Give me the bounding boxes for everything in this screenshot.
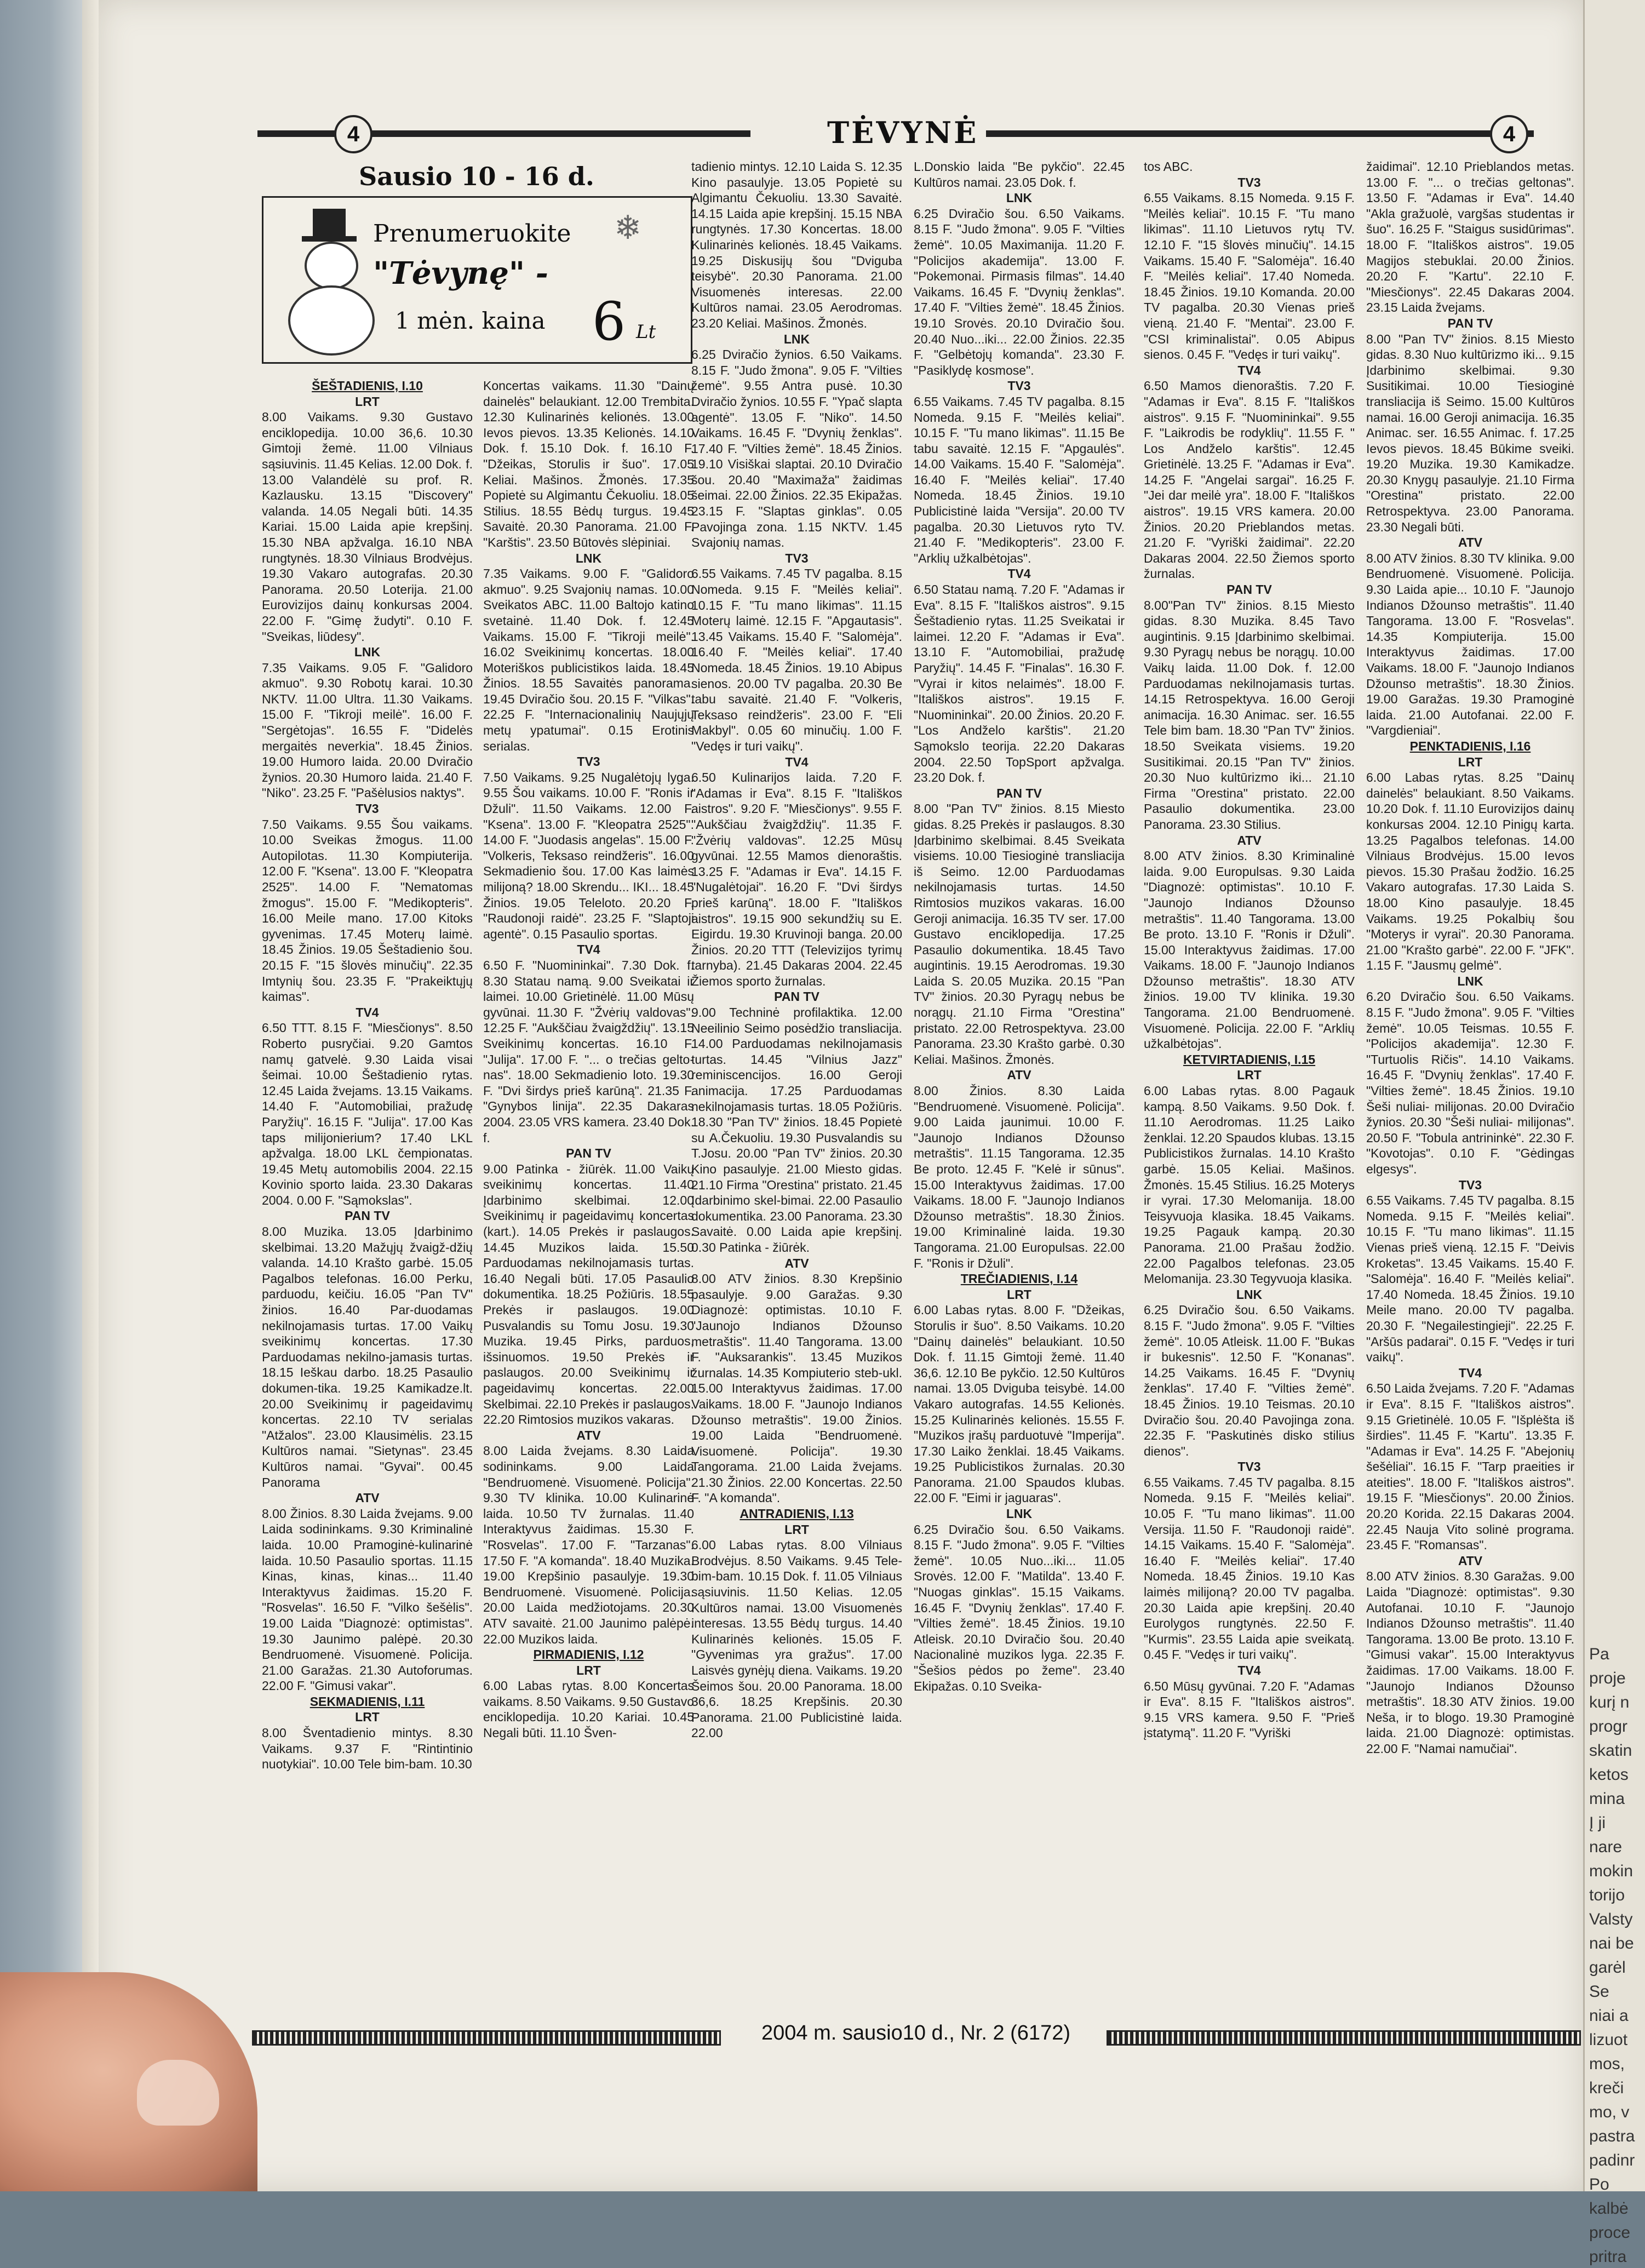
adjacent-page-text: Į ji <box>1589 1814 1606 1832</box>
program-listing: 6.00 Labas rytas. 8.00 F. "Džeikas, Storulis ir šuo". 8.50 Vaikams. 10.20 "Dainų dainelės" belaukiant. 10.50 Dok. f. 11.15 Gimtoji žemė. 11.40 36,6. 12.10 Be pykčio. 12.50 Kultūros namai. 13.05 Dviguba teisybė. 14.00 Vakaro autografas. 14.55 Kelionės. 15.25 Kulinarinės kelionės. 15.55 F. "Muzikos įrašų parduotuvė "Imperija". 17.30 Laiko ženklai. 18.45 Vaikams. 19.25 Publicistikos žurnalas. 20.30 Panorama. 21.00 Spaudos klubas. 22.00 F. "Eimi ir jaguaras". <box>914 1303 1125 1505</box>
day-heading: PENKTADIENIS, I.16 <box>1409 738 1531 753</box>
program-listing: 7.50 Vaikams. 9.55 Šou vaikams. 10.00 Sveikas žmogus. 11.00 Autopilotas. 11.30 Kompiuterija. 12.00 F. "Ksena". 13.00 F. "Kleopatra 2525". 14.00 F. "Nematomas žmogus". 15.00 F. "Medikopteris". 16.00 Meile mano. 17.00 Kitoks gyvenimas. 17.45 Moterų laimė. 18.45 Žinios. 19.05 Šeštadienio šou. 20.15 F. "15 šlovės minučių". 22.35 Imtynių šou. 23.35 F. "Prakeiktųjų kaimas". <box>262 817 473 1004</box>
channel-heading: LNK <box>1006 1507 1033 1521</box>
adjacent-page-text: pastra <box>1589 2127 1635 2145</box>
program-listing: 6.55 Vaikams. 8.15 Nomeda. 9.15 F. "Meilės keliai". 10.15 F. "Tu mano likimas". 11.10 Lietuvos rytų TV. 12.10 F. "15 šlovės minučių". 14.15 Vaikams. 15.40 F. "Salomėja". 16.40 F. "Meilės keliai". 17.40 Nomeda. 18.45 Žinios. 19.10 Komanda. 20.00 TV pagalba. 20.30 Vienas prieš vieną. 21.40 F. "Mentai". 23.00 F. "CSI kriminalistai". 0.05 Abipus sienos. 0.45 F. "Vedęs ir turi vaikų". <box>1144 191 1355 362</box>
program-listing: 6.50 Kulinarijos laida. 7.20 F. "Adamas ir Eva". 8.15 F. "Itališkos aistros". 9.20 F. "Miesčionys". 9.55 F. "Aukščiau žvaigždžių". 11.35 F. "Žvėrių valdovas". 12.25 Mūsų gyvūnai. 12.55 Mamos dienoraštis. 13.25 F. "Adamas ir Eva". 14.15 F. "Nugalėtojai". 16.20 F. "Dvi širdys prieš karūną". 18.00 F. "Itališkos aistros". 19.15 900 sekundžių su E. Eigirdu. 19.30 Kruvinoji banga. 20.00 Žinios. 20.20 TTT (Televizijos tyrimų tarnyba). 21.45 Dakaras 2004. 22.45 Žiemos sporto žurnalas. <box>691 770 902 988</box>
channel-heading: TV4 <box>1237 1663 1261 1677</box>
channel-heading: PAN TV <box>1226 582 1272 597</box>
adjacent-page-text: ketos <box>1589 1766 1629 1784</box>
channel-heading: TV3 <box>1237 175 1261 190</box>
day-heading: TREČIADIENIS, I.14 <box>960 1272 1078 1286</box>
page-spine <box>82 0 99 2191</box>
channel-heading: LRT <box>1458 754 1483 769</box>
promo-line-2: "Tėvynę" - <box>373 255 548 291</box>
program-listing: 9.00 Patinka - žiūrėk. 11.00 Vaikų sveikinimų koncertas. 11.40 Įdarbinimo skelbimai. 12.00 Sveikinimų ir pageidavimų koncertas (kart.). 14.05 Prekės ir paslaugos. 14.45 Muzikos laida. 15.50 Parduodamas nekilnojamasis turtas. 16.40 Negali būti. 17.05 Pasaulio dokumentika. 18.25 Požiūris. 18.55 Prekės ir paslaugos. 19.00 Pusvalandis su Tomu Josu. 19.30 Muzika. 19.45 Pirks, parduos, išsinuomos. 19.50 Prekės ir paslaugos. 20.00 Sveikinimų ir pageidavimų koncertas. 22.00 Skelbimai. 22.10 Prekės ir paslaugos. 22.20 Rimtosios muzikos vakaras. <box>483 1161 694 1427</box>
adjacent-page-text: garėl <box>1589 1958 1626 1977</box>
program-listing: 6.50 Statau namą. 7.20 F. "Adamas ir Eva". 8.15 F. "Itališkos aistros". 9.15 Šeštadienio rytas. 11.25 Sveikatai ir laimei. 12.20 F. "Adamas ir Eva". 13.10 F. "Automobiliai, pražudę Paryžių". 14.45 F. "Finalas". 16.30 F. "Vyrai ir kitos nelaimės". 18.00 F. "Itališkos aistros". 19.15 F. "Nuomininkai". 20.00 Žinios. 20.20 F. "Los Andželo karštis". 21.20 Sąmokslo teorija. 22.20 Dakaras 2004. 22.50 TopSport apžvalga. 23.20 Dok. f. <box>914 582 1125 785</box>
adjacent-page-text: Po <box>1589 2175 1609 2193</box>
promo-price: 6 <box>592 291 626 352</box>
channel-heading: LRT <box>576 1663 601 1677</box>
day-heading: ŠEŠTADIENIS, I.10 <box>312 379 423 393</box>
program-listing: 8.00 Vaikams. 9.30 Gustavo enciklopedija. 10.00 36,6. 10.30 Gimtoji žemė. 11.00 Vilniaus sąsiuvinis. 11.45 Kelias. 12.00 Dok. f. 13.00 Valandėlė su prof. R. Kazlausku. 13.15 "Discovery" valanda. 14.05 Negali būti. 14.35 Kariai. 15.00 Laida apie krepšinį. 15.30 NBA apžvalga. 16.10 NBA rungtynės. 18.30 Vilniaus Brodvėjus. 19.30 Vakaro autografas. 20.30 Panorama. 20.50 Loterija. 21.00 Eurovizijos dainų konkursas 2004. 22.00 F. "Gimę žudyti". 0.10 F. "Sveikas, liūdesy". <box>262 410 473 644</box>
schedule-column-1 <box>262 378 473 2000</box>
program-listing: 7.50 Vaikams. 9.25 Nugalėtojų lyga. 9.55 Šou vaikams. 10.00 F. "Ronis ir Džuli". 11.50 Vaikams. 12.00 F. "Ksena". 13.00 F. "Kleopatra 2525". 14.00 F. "Juodasis angelas". 15.00 F. "Volkeris, Teksaso reindžeris". 16.00 Sekmadienio šou. 17.00 Kas laimės milijoną? 18.00 Skrendu... IKI... 18.45 Žinios. 19.05 Teleloto. 20.20 F. "Raudonoji raidė". 23.25 F. "Slaptoji agentė". 0.15 Pasaulio sportas. <box>483 770 694 941</box>
program-listing: 6.50 TTT. 8.15 F. "Miesčionys". 8.50 Roberto pusryčiai. 9.20 Gamtos namų gatvelė. 9.30 Laida visai šeimai. 10.00 Šeštadienio rytas. 12.45 Laida žvejams. 13.15 Vaikams. 14.40 F. "Automobiliai, pražudę Paryžių". 16.15 F. "Julija". 17.00 Kas taps milijonierium? 17.40 LKL apžvalga. 18.00 LKL čempionatas. 19.45 Metų automobilis 2004. 22.15 Kovinio sporto laida. 23.30 Dakaras 2004. 0.00 F. "Sąmokslas". <box>262 1021 473 1207</box>
program-listing: 6.55 Vaikams. 7.45 TV pagalba. 8.15 Nomeda. 9.15 F. "Meilės keliai". 10.15 F. "Tu mano likimas". 11.15 Be tabu savaitė. 12.15 F. "Apgaulės". 14.00 Vaikams. 15.40 F. "Salomėja". 16.40 F. "Meilės keliai". 17.40 Nomeda. 18.45 Žinios. 19.10 Publicistinė laida "Versija". 20.00 TV pagalba. 20.30 Lietuvos ryto TV. 21.40 F. "Medikopteris". 23.00 F. "Arklių užkalbėtojas". <box>914 394 1125 565</box>
adjacent-page-text: Pa <box>1589 1645 1609 1663</box>
schedule-column-6 <box>1366 159 1574 2000</box>
channel-heading: TV4 <box>1007 566 1031 581</box>
promo-line-1: Prenumeruokite <box>373 220 571 248</box>
channel-heading: ATV <box>1458 1553 1483 1568</box>
adjacent-page-text: mos, <box>1589 2055 1625 2073</box>
channel-heading: PAN TV <box>996 786 1042 800</box>
program-listing: 6.25 Dviračio šou. 6.50 Vaikams. 8.15 F. "Judo žmona". 9.05 F. "Vilties žemė". 10.05 Nuo...iki... 11.05 Srovės. 12.00 F. "Matilda". 13.40 F. "Nuogas ginklas". 15.15 Vaikams. 16.45 F. "Dvynių ženklas". 17.40 F. "Vilties žemė". 18.45 Žinios. 19.10 Atleisk. 20.10 Dviračio šou. 20.40 Nacionalinė muzikos lyga. 22.35 F. "Šešios pėdos po žeme". 23.40 Ekipažas. 0.10 Sveika- <box>914 1522 1125 1693</box>
page-number-right: 4 <box>1490 115 1528 153</box>
program-listing: L.Donskio laida "Be pykčio". 22.45 Kultūros namai. 23.05 Dok. f. <box>914 159 1125 190</box>
program-listing: 9.00 Techninė profilaktika. 12.00 Neeilinio Seimo posėdžio transliacija. 14.00 Parduodamas nekilnojamasis turtas. 14.45 "Vilnius Jazz" reminiscencijos. 16.00 Geroji animacija. 17.25 Parduodamas nekilnojamasis turtas. 18.05 Požiūris. 18.30 "Pan TV" žinios. 18.45 Popietė su A.Čekuoliu. 19.30 Pusvalandis su T.Josu. 20.00 "Pan TV" žinios. 20.30 Kino pasaulyje. 21.00 Miesto gidas. 21.10 Firma "Orestina" pristato. 21.45 Įdarbinimo skel-bimai. 22.00 Pasaulio dokumentika. 23.00 Panorama. 23.30 Savaitė. 0.00 Laida apie krepšinį. 0.30 Patinka - žiūrėk. <box>691 1005 902 1255</box>
page-header <box>257 115 1594 153</box>
day-heading: KETVIRTADIENIS, I.15 <box>1183 1052 1316 1067</box>
program-listing: 8.00 ATV žinios. 8.30 Garažas. 9.00 Laida "Diagnozė: optimistas". 9.30 Autofanai. 10.10 F. "Jaunojo Indianos Džounso metraštis". 11.40 Tangorama. 13.00 Be proto. 13.10 F. "Gimusi vakar". 15.00 Interaktyvus žaidimas. 17.00 Vaikams. 18.00 F. "Jaunojo Indianos Džounso metraštis". 18.30 ATV žinios. 19.00 Neša, ir to blogo. 19.30 Pramoginė laida. 21.00 Diagnozė: optimistas. 22.00 F. "Namai namučiai". <box>1366 1569 1574 1756</box>
channel-heading: TV4 <box>1458 1365 1482 1380</box>
program-listing: 8.00"Pan TV" žinios. 8.15 Miesto gidas. 8.30 Muzika. 8.45 Tavo augintinis. 9.15 Įdarbinimo skelbimai. 9.30 Pyragų nebus be norągų. 10.00 Vaikų laida. 11.00 Dok. f. 12.00 Parduodamas nekilnojamasis turtas. 14.15 Retrospektyva. 16.00 Geroji animacija. 16.30 Animac. ser. 16.55 Tele bim bam. 18.30 "Pan TV" žinios. 18.50 Sveikata visiems. 19.20 Susitikimai. 20.15 "Pan TV" žinios. 20.30 Nuo kultūrizmo iki... 21.10 Firma "Orestina" pristato. 22.00 Pasaulio dokumentika. 23.00 Panorama. 23.30 Stilius. <box>1144 598 1355 832</box>
channel-heading: LRT <box>1007 1287 1031 1302</box>
program-listing: 8.00 ATV žinios. 8.30 TV klinika. 9.00 Bendruomenė. Visuomenė. Policija. 9.30 Laida apie... 10.10 F. "Jaunojo Indianos Džounso metraštis". 11.40 Tangorama. 13.00 F. "Rosvelas". 14.35 Kompiuterija. 15.00 Interaktyvus žaidimas. 17.00 Vaikams. 18.00 F. "Jaunojo Indianos Džounso metraštis". 18.30 Žinios. 19.00 Garažas. 19.30 Pramoginė laida. 21.00 Autofanai. 22.00 F. "Vargdieniai". <box>1366 551 1574 738</box>
channel-heading: LRT <box>355 394 380 409</box>
program-listing: 6.00 Labas rytas. 8.00 Pagauk kampą. 8.50 Vaikams. 9.50 Dok. f. 11.10 Aerodromas. 11.25 Laiko ženklai. 12.20 Spaudos klubas. 13.15 Publicistikos žurnalas. 14.10 Krašto garbė. 15.05 Keliai. Mašinos. Žmonės. 15.45 Stilius. 16.25 Moterys ir vyrai. 17.30 Melomanija. 18.00 Teisyvuoja klasika. 18.45 Vaikams. 19.25 Pagauk kampą. 20.30 Panorama. 21.00 Prašau žodžio. 22.00 Pagalbos telefonas. 23.05 Melomanija. 23.30 Tegyvuoja klasika. <box>1144 1084 1355 1286</box>
program-listing: tadienio mintys. 12.10 Laida S. 12.35 Kino pasaulyje. 13.05 Popietė su Algimantu Čekuoliu. 13.30 Savaitė. 14.15 Laida apie krepšinį. 15.15 NBA rungtynės. 17.30 Koncertas. 18.00 Kulinarinės kelionės. 18.45 Vaikams. 19.25 Diskusijų šou "Dviguba teisybė". 20.30 Panorama. 21.00 Visuomenės interesas. 22.00 Kultūros namai. 23.05 Aerodromas. 23.20 Keliai. Mašinos. Žmonės. <box>691 159 902 330</box>
program-listing: 8.00 Žinios. 8.30 Laida "Bendruomenė. Visuomenė. Policija". 9.00 Laida jaunimui. 10.00 F. "Jaunojo Indianos Džounso metraštis". 11.15 Tangorama. 12.35 Be proto. 12.45 F. "Kelė ir sūnus". 15.00 Interaktyvus žaidimas. 17.00 Vaikams. 18.00 F. "Jaunojo Indianos Džounso metraštis". 18.30 Žinios. 19.00 Kriminalinė laida. 19.30 Tangorama. 21.00 Europulsas. 22.00 F. "Ronis ir Džuli". <box>914 1084 1125 1270</box>
channel-heading: TV3 <box>785 551 809 565</box>
issue-line: 2004 m. sausio10 d., Nr. 2 (6172) <box>761 2021 1070 2044</box>
snowflake-icon: ❄ <box>614 209 642 246</box>
program-listing: 6.50 Laida žvejams. 7.20 F. "Adamas ir Eva". 8.15 F. "Itališkos aistros". 9.15 Grietinėlė. 10.05 F. "Išplėšta iš širdies". 11.45 F. "Kartu". 13.35 F. "Adamas ir Eva". 14.25 F. "Abejonių šešėliai". 16.15 F. "Tarp praeities ir ateities". 18.00 F. "Itališkos aistros". 19.15 F. "Miesčionys". 20.00 Žinios. 20.20 Korida. 22.15 Dakaras 2004. 22.45 Nauja Vito solinė programa. 23.45 F. "Romansas". <box>1366 1381 1574 1553</box>
day-heading: SEKMADIENIS, I.11 <box>309 1694 425 1709</box>
program-listing: 8.00 ATV žinios. 8.30 Krepšinio pasaulyje. 9.00 Garažas. 9.30 Diagnozė: optimistas. 10.10 F. "Jaunojo Indianos Džounso metraštis". 11.40 Tangorama. 13.00 F. "Auksarankis". 13.45 Muzikos žurnalas. 14.35 Kompiuterio steb-ukl. 15.00 Interaktyvus žaidimas. 17.00 Vaikams. 18.00 F. "Jaunojo Indianos Džounso metraštis". 19.00 Žinios. 19.00 Laida "Bendruomenė. Visuomenė. Policija". 19.30 Tangorama. 21.00 Laida žvejams. 21.30 Žinios. 22.00 Koncertas. 22.50 F. "A komanda". <box>691 1272 902 1505</box>
adjacent-page-text: niai a <box>1589 2007 1629 2025</box>
adjacent-page-text: lizuot <box>1589 2031 1628 2049</box>
masthead: TĖVYNĖ <box>827 115 979 150</box>
day-heading: PIRMADIENIS, I.12 <box>533 1647 644 1662</box>
footer-rule-right <box>1107 2030 1581 2046</box>
adjacent-page-text: mokin <box>1589 1862 1633 1880</box>
program-listing: 8.00 "Pan TV" žinios. 8.15 Miesto gidas. 8.25 Prekės ir paslaugos. 8.30 Įdarbinimo skelbimai. 8.45 Sveikata visiems. 10.00 Tiesioginė transliacija iš Seimo. 12.00 Parduodamas nekilnojamasis turtas. 14.50 Rimtosios muzikos vakaras. 16.00 Geroji animacija. 16.35 TV ser. 17.00 Gustavo enciklopedija. 17.25 Pasaulio dokumentika. 18.45 Tavo augintinis. 19.15 Aerodromas. 19.30 Laida S. 20.05 Muzika. 20.15 "Pan TV" žinios. 20.30 Pyragų nebus be norągų. 21.10 Firma "Orestina" pristato. 22.00 Retrospektyva. 23.00 Panorama. 23.30 Krašto garbė. 0.30 Keliai. Mašinos. Žmonės. <box>914 801 1125 1067</box>
promo-line-3: 1 mėn. kaina <box>395 307 546 334</box>
channel-heading: TV4 <box>356 1005 379 1020</box>
channel-heading: ATV <box>355 1491 380 1505</box>
program-listing: 7.35 Vaikams. 9.05 F. "Galidoro akmuo". 9.30 Robotų karai. 10.30 NKTV. 11.00 Ultra. 11.30 Vaikams. 15.00 F. "Tikroji meilė". 16.00 F. "Sergėtojas". 16.55 F. "Didelės mergaitės neverkia". 18.45 Žinios. 19.00 Humoro laida. 20.00 Dviračio žynios. 20.30 Humoro laida. 21.40 F. "Niko". 23.25 F. "Pašėlusios naktys". <box>262 660 473 800</box>
program-listing: 6.50 Mamos dienoraštis. 7.20 F. "Adamas ir Eva". 8.15 F. "Itališkos aistros". 9.15 F. "Nuomininkai". 9.55 F. "Laikrodis be rodyklių". 11.55 F. " Los Andželo karštis". 12.45 Grietinėlė. 13.25 F. "Adamas ir Eva". 14.25 F. "Angelai sargai". 16.25 F. "Jei dar meilė yra". 18.00 F. "Itališkos aistros". 19.15 VRS kamera. 20.00 Žinios. 20.20 Prieblandos metas. 21.20 F. "Vyriški žaidimai". 22.20 Dakaras 2004. 22.50 Žiemos sporto žurnalas. <box>1144 379 1355 581</box>
desk-background <box>0 0 82 2191</box>
program-listing: 6.25 Dviračio šou. 6.50 Vaikams. 8.15 F. "Judo žmona". 9.05 F. "Vilties žemė". 10.05 Atleisk. 11.00 F. "Bukas ir bukesnis". 12.50 F. "Konanas". 14.25 Vaikams. 16.45 F. "Dvynių ženklas". 17.40 F. "Vilties žemė". 18.45 Žinios. 19.10 Teismas. 20.10 Dviračio šou. 20.40 Pavojinga zona. 22.35 F. "Paskutinės disko stilius dienos". <box>1144 1303 1355 1458</box>
channel-heading: TV4 <box>577 942 600 957</box>
program-listing: 8.00 Laida žvejams. 8.30 Laida sodininkams. 9.00 Laida "Bendruomenė. Visuomenė. Policija". 9.30 TV klinika. 10.00 Kulinarinė laida. 10.50 TV žurnalas. 11.40 Interaktyvus žaidimas. 15.30 F. "Rosvelas". 17.00 F. "Tarzanas". 17.50 F. "A komanda". 18.40 Muzika. 19.00 Krepšinio pasaulyje. 19.30 Bendruomenė. Visuomenė. Policija. 20.00 Laida medžiotojams. 20.30 ATV savaitė. 21.00 Jaunimo palėpė. 22.00 Muzikos laida. <box>483 1444 694 1646</box>
date-range-title: Sausio 10 - 16 d. <box>359 162 594 191</box>
adjacent-page-text: padinr <box>1589 2151 1635 2169</box>
adjacent-page-text: progr <box>1589 1717 1628 1736</box>
footer-rule-left <box>252 2030 721 2046</box>
channel-heading: PAN TV <box>774 989 819 1004</box>
snowman-icon <box>274 209 384 357</box>
channel-heading: ATV <box>1007 1068 1031 1083</box>
day-heading: ANTRADIENIS, I.13 <box>740 1507 854 1521</box>
channel-heading: TV3 <box>577 754 600 769</box>
adjacent-page-text: proce <box>1589 2224 1631 2242</box>
program-listing: 8.00 Šventadienio mintys. 8.30 Vaikams. 9.37 F. "Rintintinio nuotykiai". 10.00 Tele bim-bam. 10.30 <box>262 1726 473 1772</box>
channel-heading: LNK <box>1006 191 1033 205</box>
program-listing: 8.00 ATV žinios. 8.30 Kriminalinė laida. 9.00 Europulsas. 9.30 Laida "Diagnozė: optimistas". 10.10 F. "Jaunojo Indianos Džounso metraštis". 11.40 Tangorama. 13.00 Be proto. 13.10 F. "Ronis ir Džuli". 15.00 Interaktyvus žaidimas. 17.00 Vaikams. 18.00 F. "Jaunojo Indianos Džounso metraštis". 18.30 ATV žinios. 19.00 TV klinika. 19.30 Tangorama. 21.00 Bendruomenė. Visuomenė. Policija. 22.00 F. "Arklių užkalbėtojas". <box>1144 849 1355 1051</box>
channel-heading: LNK <box>575 551 602 565</box>
channel-heading: LRT <box>1237 1068 1262 1083</box>
program-listing: 6.00 Labas rytas. 8.25 "Dainų dainelės" belaukiant. 8.50 Vaikams. 10.20 Dok. f. 11.10 Eurovizijos dainų konkursas 2004. 12.10 Pinigų karta. 13.25 Pagalbos telefonas. 14.00 Vilniaus Brodvėjus. 15.00 Ievos pievos. 15.30 Prašau žodžio. 16.25 Vakaro autografas. 17.30 Laida S. 18.00 Kino pasaulyje. 18.45 Vaikams. 19.25 Pokalbių šou "Moterys ir vyrai". 20.30 Panorama. 21.00 "Krašto garbė". 22.00 F. "JFK". 1.15 F. "Jausmų gelmė". <box>1366 770 1574 973</box>
channel-heading: PAN TV <box>566 1146 611 1161</box>
program-listing: Koncertas vaikams. 11.30 "Dainų dainelės" belaukiant. 12.00 Trembita. 12.30 Kulinarinės kelionės. 13.00 Ievos pievos. 13.35 Kelionės. 14.10 Dok. f. 15.10 Dok. f. 16.10 F. "Džeikas, Storulis ir šuo". 17.05 Keliai. Mašinos. Žmonės. 17.35 Popietė su Algimantu Čekuoliu. 18.05 Stilius. 18.55 Bėdų turgus. 19.45 Savaitė. 20.30 Panorama. 21.00 F. "Karštis". 23.50 Būtovės slėpiniai. <box>483 379 694 549</box>
channel-heading: LNK <box>354 645 381 660</box>
adjacent-page-text: proje <box>1589 1669 1626 1687</box>
program-listing: 6.55 Vaikams. 7.45 TV pagalba. 8.15 Nomeda. 9.15 F. "Meilės keliai". 10.05 F. "Tu mano likimas". 11.00 Versija. 11.50 F. "Raudonoji raidė". 14.15 Vaikams. 15.40 F. "Salomėja". 16.40 F. "Meilės keliai". 17.40 Nomeda. 18.45 Žinios. 19.10 Kas laimės milijoną? 20.00 TV pagalba. 20.30 Laida apie krepšinį. 20.40 Eurolygos rungtynės. 22.50 F. "Kurmis". 23.55 Laida apie sveikatą. 0.45 F. "Vedęs ir turi vaikų". <box>1144 1475 1355 1662</box>
adjacent-page-text: Se <box>1589 1983 1609 2001</box>
thumbnail-nail <box>137 2060 219 2126</box>
adjacent-page-text: nare <box>1589 1838 1623 1856</box>
page-number-left: 4 <box>334 115 372 153</box>
channel-heading: ATV <box>576 1428 601 1442</box>
adjacent-page-text: mina <box>1589 1790 1625 1808</box>
channel-heading: TV4 <box>1237 363 1261 377</box>
promo-currency: Lt <box>636 321 656 343</box>
subscription-promo <box>262 196 692 364</box>
channel-heading: LNK <box>1457 973 1483 988</box>
schedule-column-3 <box>691 159 902 2000</box>
channel-heading: PAN TV <box>345 1209 390 1223</box>
channel-heading: PAN TV <box>1447 316 1493 330</box>
channel-heading: LRT <box>784 1522 809 1537</box>
adjacent-page-text: kurį n <box>1589 1693 1630 1711</box>
adjacent-page-text: kalbė <box>1589 2200 1629 2218</box>
channel-heading: ATV <box>1237 833 1262 847</box>
program-listing: 8.00 "Pan TV" žinios. 8.15 Miesto gidas. 8.30 Nuo kultūrizmo iki... 9.15 Įdarbinimo skelbimai. 9.30 Susitikimai. 10.00 Tiesioginė transliacija iš Seimo. 15.00 Kultūros namai. 16.00 Geroji animacija. 16.35 Animac. ser. 16.55 Animac. f. 17.25 Ievos pievos. 18.45 Būkime sveiki. 19.20 Muzika. 19.30 Kamikadze. 20.30 Knygų pasaulyje. 21.10 Firma "Orestina" pristato. 22.00 Retrospektyva. 23.00 Panorama. 23.30 Negali būti. <box>1366 331 1574 534</box>
adjacent-page-text: mo, v <box>1589 2103 1630 2121</box>
program-listing: 8.00 Žinios. 8.30 Laida žvejams. 9.00 Laida sodininkams. 9.30 Kriminalinė laida. 10.00 Pramoginė-kulinarinė laida. 10.50 Pasaulio sportas. 11.15 Kinas, kinas, kinas... 11.40 Interaktyvus žaidimas. 15.20 F. "Rosvelas". 16.50 F. "Vilko šešėlis". 19.00 Laida "Diagnozė: optimistas". 19.30 Jaunimo palėpė. 20.30 Bendruomenė. Visuomenė. Policija. 21.00 Garažas. 21.30 Autoforumas. 22.00 F. "Gimusi vakar". <box>262 1506 473 1693</box>
channel-heading: TV3 <box>356 801 379 816</box>
program-listing: 6.25 Dviračio šou. 6.50 Vaikams. 8.15 F. "Judo žmona". 9.05 F. "Vilties žemė". 10.05 Maximanija. 11.20 F. "Policijos akademija". 13.00 F. "Pokemonai. Pirmasis filmas". 14.40 Vaikams. 16.45 F. "Dvynių ženklas". 17.40 F. "Vilties žemė". 18.45 Žinios. 19.10 Srovės. 20.10 Dviračio šou. 20.40 Nuo...iki... 22.00 Žinios. 22.35 F. "Gelbėtojų komanda". 23.30 F. "Pasiklydę kosmose". <box>914 206 1125 377</box>
adjacent-page-text: nai be <box>1589 1934 1634 1952</box>
program-listing: 6.00 Labas rytas. 8.00 Vilniaus Brodvėjus. 8.50 Vaikams. 9.45 Tele-bim-bam. 10.15 Dok. f. 11.05 Vilniaus sąsiuvinis. 11.50 Kelias. 12.05 Kultūros namai. 13.00 Visuomenės interesas. 13.55 Bėdų turgus. 14.40 Kulinarinės kelionės. 15.05 F. "Gyvenimas yra gražus". 17.00 Laisvės gynėjų diena. Vaikams. 19.20 Šeimos šou. 20.00 Panorama. 18.00 36,6. 18.25 Krepšinis. 20.30 Panorama. 21.00 Publicistinė laida. 22.00 <box>691 1538 902 1740</box>
program-listing: 6.20 Dviračio šou. 6.50 Vaikams. 8.15 F. "Judo žmona". 9.05 F. "Vilties žemė". 10.05 Teismas. 10.55 F. "Policijos akademija". 12.30 F. "Turtuolis Ričis". 14.10 Vaikams. 16.45 F. "Dvynių ženklas". 17.40 F. "Vilties žemė". 18.45 Žinios. 19.10 Šeši nuliai- milijonas. 20.00 Dviračio žynios. 20.30 "Šeši nuliai- milijonas". 20.50 F. "Tobula antrininkė". 22.30 F. "Kovotojas". 0.10 F. "Gėdingas elgesys". <box>1366 989 1574 1176</box>
channel-heading: TV3 <box>1237 1459 1261 1474</box>
program-listing: 6.00 Labas rytas. 8.00 Koncertas vaikams. 8.50 Vaikams. 9.50 Gustavo enciklopedija. 10.20 Kariai. 10.45 Negali būti. 11.10 Šven- <box>483 1679 694 1740</box>
program-listing: 7.35 Vaikams. 9.00 F. "Galidoro akmuo". 9.25 Svajonių namas. 10.00 Sveikatos ABC. 11.00 Baltojo katino svetainė. 11.40 Dok. f. 12.45 Vaikams. 15.00 F. "Tikroji meilė". 16.02 Sveikinimų koncertas. 18.00 Moteriškos publicistikos laida. 18.45 Žinios. 18.55 Savaitės panorama. 19.45 Dviračio šou. 20.15 F. "Vilkas". 22.25 F. "Internacionalinių Naujųjų metų ypatumai". 0.15 Erotinis serialas. <box>483 566 694 753</box>
adjacent-page-text: skatin <box>1589 1742 1632 1760</box>
channel-heading: LNK <box>783 331 810 346</box>
program-listing: tos ABC. <box>1144 159 1193 174</box>
header-rule-left <box>257 130 750 137</box>
header-rule-right <box>986 130 1534 137</box>
program-listing: 6.50 Mūsų gyvūnai. 7.20 F. "Adamas ir Eva". 8.15 F. "Itališkos aistros". 9.15 VRS kamera. 9.50 F. "Prieš įstatymą". 11.20 F. "Vyriški <box>1144 1679 1355 1740</box>
channel-heading: ATV <box>784 1256 809 1270</box>
page-footer <box>252 2021 1589 2054</box>
schedule-column-2 <box>483 378 694 2000</box>
program-listing: 8.00 Muzika. 13.05 Įdarbinimo skelbimai. 13.20 Mažųjų žvaigž-džių valanda. 14.10 Krašto garbė. 15.05 Pagalbos telefonas. 16.00 Perku, parduodu, keičiu. 16.05 "Pan TV" žinios. 16.40 Par-duodamas nekilnojamasis turtas. 17.00 Vaikų sveikinimų koncertas. 17.30 Parduodamas nekilno-jamasis turtas. 18.15 Ieškau darbo. 18.25 Pasaulio dokumen-tika. 19.25 Kamikadze.lt. 20.00 Sveikinimų ir pageidavimų koncertas. 22.10 TV serialas "Atžalos". 23.00 Klausimėlis. 23.15 Kultūros namai. "Sietynas". 23.45 Kultūros namai. "Gyvai". 00.45 Panorama <box>262 1224 473 1490</box>
channel-heading: LNK <box>1236 1287 1263 1302</box>
program-listing: 6.55 Vaikams. 7.45 TV pagalba. 8.15 Nomeda. 9.15 F. "Meilės keliai". 10.15 F. "Tu mano likimas". 11.15 Moterų laimė. 12.15 F. "Apgautasis". 13.45 Vaikams. 15.40 F. "Salomėja". 16.40 F. "Meilės keliai". 17.40 Nomeda. 18.45 Žinios. 19.10 Abipus sienos. 20.00 TV pagalba. 20.30 Be tabu savaitė. 21.40 F. "Volkeris, Teksaso reindžeris". 23.00 F. "Eli Makbyl". 0.05 60 minučių. 1.00 F. "Vedęs ir turi vaikų". <box>691 566 902 753</box>
adjacent-page-text: torijo <box>1589 1886 1625 1904</box>
schedule-column-4 <box>914 159 1125 2000</box>
program-listing: 6.55 Vaikams. 7.45 TV pagalba. 8.15 Nomeda. 9.15 F. "Meilės keliai". 10.15 F. "Tu mano likimas". 11.15 Vienas prieš vieną. 12.15 F. "Deivis Kroketas". 13.45 Vaikams. 15.40 F. "Salomėja". 16.40 F. "Meilės keliai". 17.40 Nomeda. 18.45 Žinios. 19.10 Meile mano. 20.00 TV pagalba. 20.30 F. "Negailestingieji". 22.25 F. "Aršūs padarai". 0.15 F. "Vedęs ir turi vaikų". <box>1366 1193 1574 1365</box>
channel-heading: LRT <box>355 1710 380 1725</box>
program-listing: 6.25 Dviračio žynios. 6.50 Vaikams. 8.15 F. "Judo žmona". 9.05 F. "Vilties žemė". 9.55 Antra pusė. 10.30 Dviračio žynios. 10.55 F. "Ypač slapta agentė". 13.05 F. "Niko". 14.50 Vaikams. 16.45 F. "Dvynių ženklas". 17.40 F. "Vilties žemė". 18.45 Žinios. 19.10 Visiškai slaptai. 20.10 Dviračio šou. 20.40 "Maximaža" žaidimas šeimai. 22.00 Žinios. 22.35 Ekipažas. 23.15 F. "Slaptas ginklas". 0.05 Pavojinga zona. 1.15 NKTV. 1.45 Svajonių namas. <box>691 347 902 550</box>
channel-heading: ATV <box>1458 535 1483 550</box>
channel-heading: TV4 <box>785 754 809 769</box>
channel-heading: TV3 <box>1007 379 1031 393</box>
adjacent-page-edge <box>1583 0 1645 2266</box>
adjacent-page-text: Valsty <box>1589 1910 1633 1928</box>
adjacent-page-text: pritra <box>1589 2248 1627 2266</box>
schedule-column-5 <box>1144 159 1355 2000</box>
channel-heading: TV3 <box>1458 1177 1482 1192</box>
program-listing: 6.50 F. "Nuomininkai". 7.30 Dok. f. 8.30 Statau namą. 9.00 Sveikatai ir laimei. 10.00 Grietinėlė. 11.00 Mūsų gyvūnai. 11.30 F. "Žvėrių valdovas". 12.25 F. "Aukščiau žvaigždžių". 13.15 Sveikinimų koncertas. 16.10 F. "Julija". 17.00 F. "... o trečias gelto-nas". 18.00 Sekmadienio loto. 19.30 F. "Dvi širdys prieš karūną". 21.35 F. "Gynybos linija". 22.35 Dakaras 2004. 23.05 VRS kamera. 23.40 Dok. f. <box>483 958 694 1145</box>
adjacent-page-text: kreči <box>1589 2079 1624 2097</box>
program-listing: žaidimai". 12.10 Prieblandos metas. 13.00 F. "... o trečias geltonas". 13.50 F. "Adamas ir Eva". 14.40 "Akla gražuolė, vargšas studentas ir šuo". 16.25 F. "Staigus susidūrimas". 18.00 F. "Itališkos aistros". 19.05 Magijos stebuklai. 20.00 Žinios. 20.20 F. "Kartu". 22.10 F. "Miesčionys". 22.45 Dakaras 2004. 23.15 Laida žvejams. <box>1366 159 1574 315</box>
